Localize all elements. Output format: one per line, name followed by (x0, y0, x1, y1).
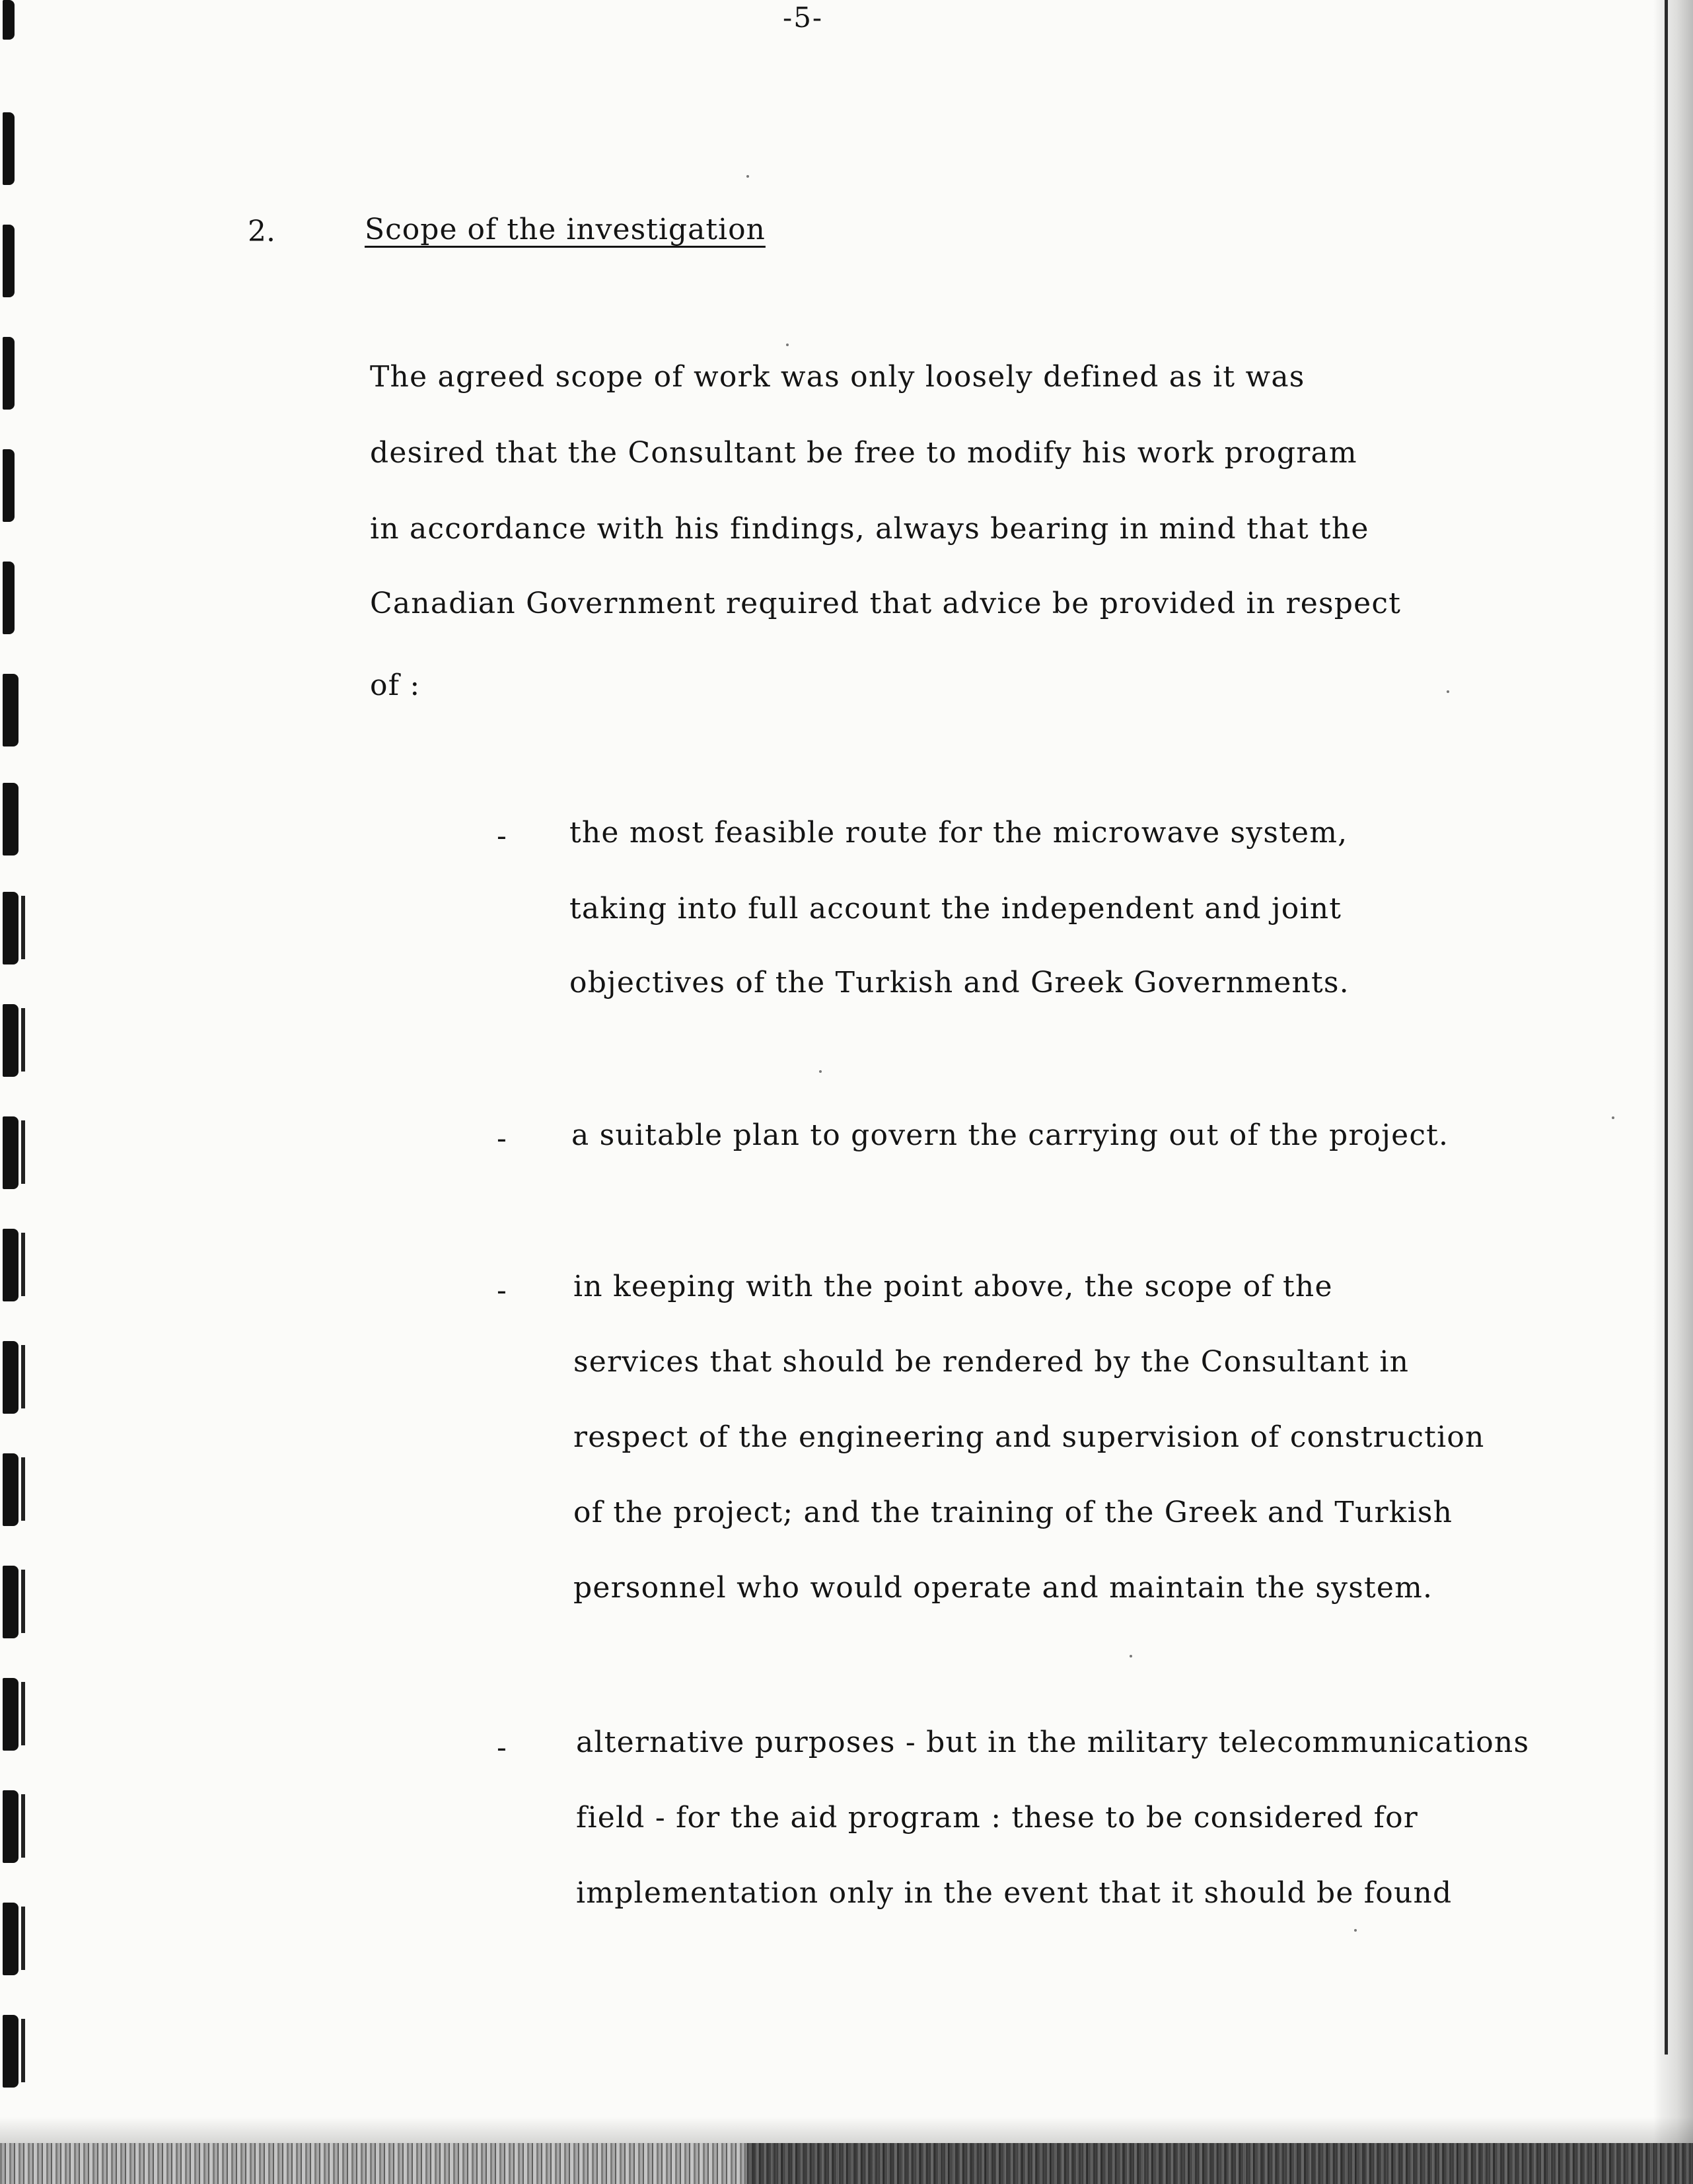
binder-hole-mark (3, 892, 18, 965)
binder-edge (0, 0, 40, 2184)
intro-line: in accordance with his findings, always bearing in mind that the (370, 512, 1369, 546)
intro-line: desired that the Consultant be free to modify his work program (370, 436, 1357, 470)
bullet-dash: - (497, 1122, 507, 1155)
binder-hole-mark (3, 1116, 18, 1189)
bullet-line: alternative purposes - but in the military telecommunications (576, 1726, 1530, 1759)
binder-hole-mark (3, 1566, 18, 1638)
scan-speck (746, 175, 749, 178)
scan-speck (1354, 1929, 1357, 1932)
bullet-line: personnel who would operate and maintain the system. (573, 1571, 1433, 1605)
intro-line: The agreed scope of work was only loosely defined as it was (370, 360, 1305, 394)
binder-hole-mark (3, 0, 15, 40)
binder-hole-mark (3, 562, 15, 634)
bullet-line: taking into full account the independent and joint (569, 892, 1342, 926)
intro-line: of : (370, 669, 421, 702)
binder-hole-mark (3, 2015, 18, 2088)
scan-speck (1612, 1116, 1614, 1119)
bullet-line: the most feasible route for the microwave system, (569, 816, 1348, 850)
binder-hole-mark (3, 1453, 18, 1526)
bullet-line: respect of the engineering and supervision of construction (573, 1420, 1485, 1454)
binder-hole-mark (3, 674, 18, 746)
scan-bottom-band-dark (746, 2143, 1693, 2184)
bullet-dash: - (497, 1731, 507, 1765)
section-number: 2. (248, 215, 275, 248)
scan-speck (786, 344, 789, 346)
binder-hole-mark (3, 1004, 18, 1077)
page-number: -5- (783, 1, 824, 34)
binder-hole-mark (3, 783, 18, 855)
bullet-line: services that should be rendered by the Consultant in (573, 1345, 1410, 1379)
binder-hole-mark (3, 112, 15, 185)
binder-hole-mark (3, 225, 15, 297)
binder-hole-mark (3, 1229, 18, 1301)
scan-speck (819, 1070, 822, 1073)
scan-right-line (1665, 0, 1668, 2055)
scan-right-edge (1653, 0, 1693, 2184)
binder-hole-mark (3, 1341, 18, 1414)
bullet-dash: - (497, 1274, 507, 1307)
bullet-line: a suitable plan to govern the carrying out of the project. (571, 1118, 1449, 1152)
bullet-line: of the project; and the training of the Greek and Turkish (573, 1496, 1453, 1529)
bullet-line: implementation only in the event that it should be found (576, 1876, 1453, 1910)
bullet-dash: - (497, 819, 507, 853)
bullet-line: in keeping with the point above, the scope of the (573, 1270, 1333, 1303)
bullet-line: field - for the aid program : these to be considered for (576, 1801, 1418, 1835)
scan-speck (1447, 690, 1449, 693)
binder-hole-mark (3, 449, 15, 522)
binder-hole-mark (3, 1903, 18, 1975)
bullet-line: objectives of the Turkish and Greek Governments. (569, 966, 1350, 1000)
binder-hole-mark (3, 337, 15, 410)
scan-speck (1130, 1655, 1132, 1657)
intro-line: Canadian Government required that advice be provided in respect (370, 587, 1402, 620)
binder-hole-mark (3, 1790, 18, 1863)
binder-hole-mark (3, 1678, 18, 1751)
section-title: Scope of the investigation (365, 213, 766, 246)
scan-bottom-shadow (0, 2117, 1693, 2143)
